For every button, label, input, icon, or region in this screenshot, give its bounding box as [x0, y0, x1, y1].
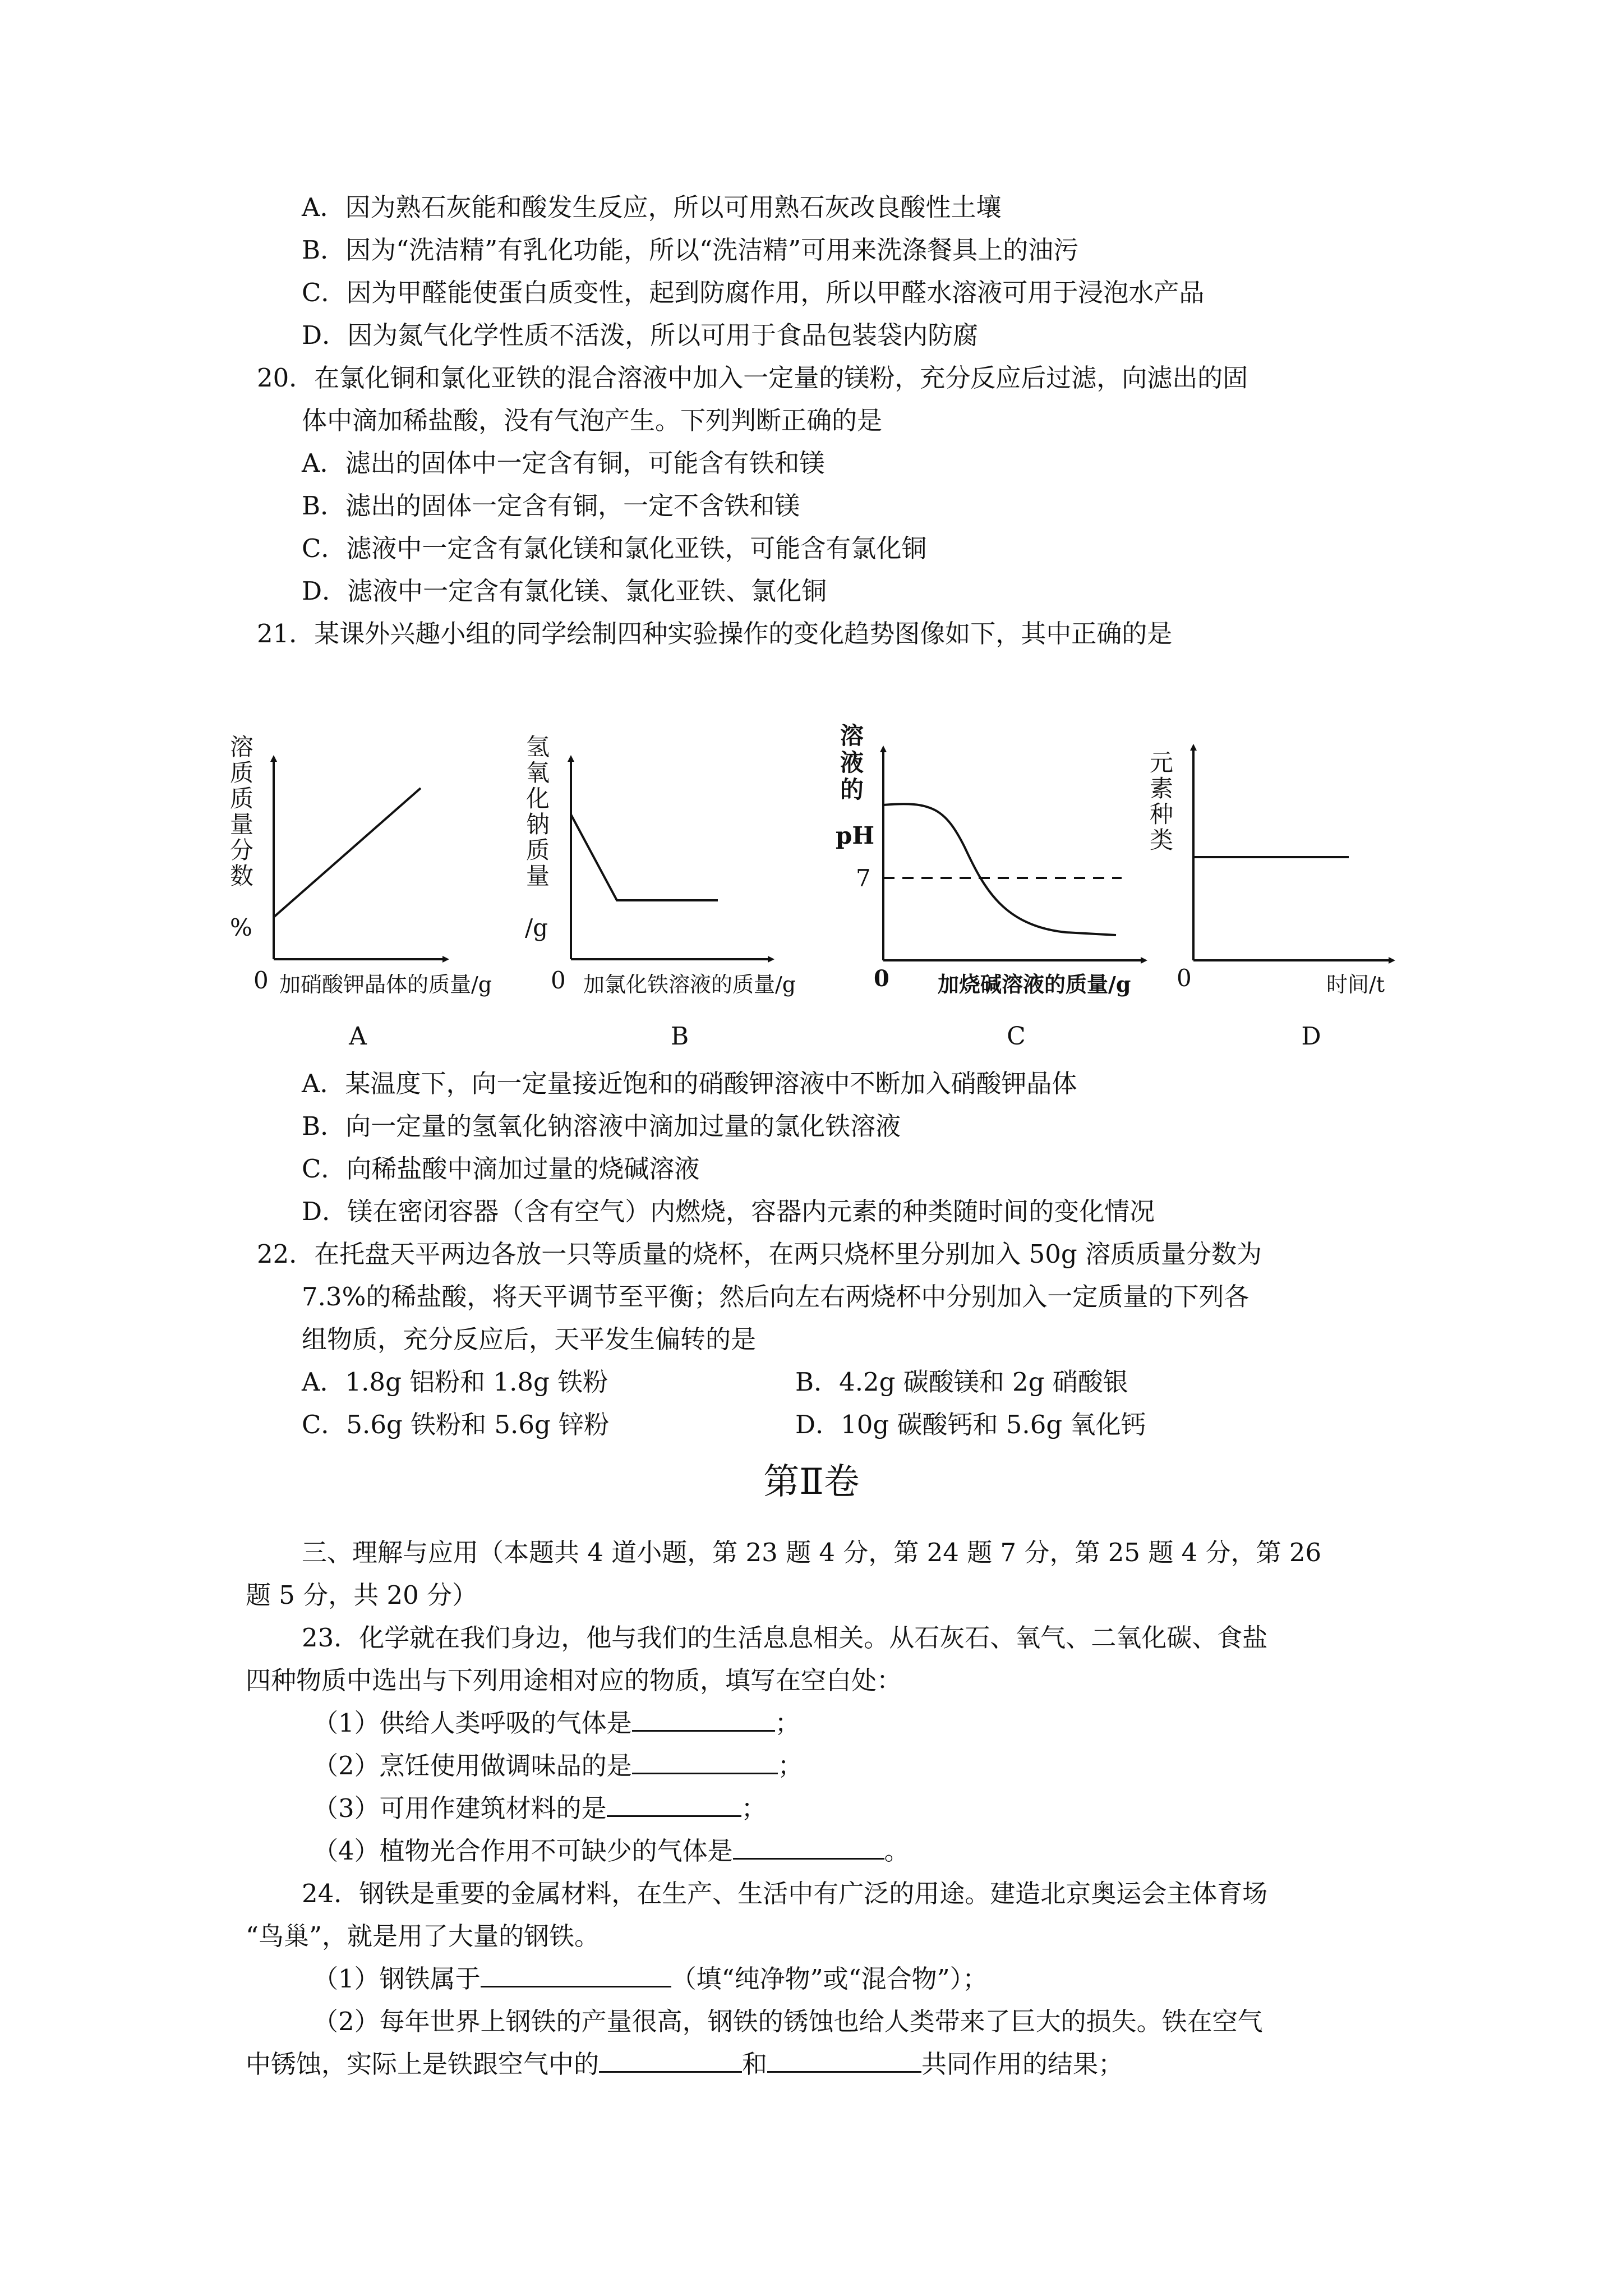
q23-item-1-text: （1）供给人类呼吸的气体是 — [313, 1708, 632, 1738]
graph-c-ylabel-4: pH — [836, 822, 875, 849]
part-two-title: 第Ⅱ卷 — [763, 1461, 860, 1503]
graph-b-curve — [571, 815, 718, 900]
graph-c-ylabel-3: 的 — [840, 776, 864, 803]
q23-item-1 — [313, 1706, 800, 1740]
graph-c-letter: C — [1007, 1022, 1026, 1051]
q21-stem: 21．某课外兴趣小组的同学绘制四种实验操作的变化趋势图像如下，其中正确的是 — [257, 619, 1173, 648]
graph-a-origin: 0 — [253, 967, 269, 994]
q21-option-b: B．向一定量的氢氧化钠溶液中滴加过量的氯化铁溶液 — [302, 1111, 901, 1141]
answer-blank[interactable] — [733, 1834, 884, 1860]
q22-option-d: D．10g 碳酸钙和 5.6g 氧化钙 — [795, 1410, 1146, 1439]
q24-item-2-line1: （2）每年世界上钢铁的产量很高，钢铁的锈蚀也给人类带来了巨大的损失。铁在空气 — [313, 2007, 1263, 2036]
q20-option-d: D．滤液中一定含有氯化镁、氯化亚铁、氯化铜 — [302, 576, 827, 606]
semicolon: ； — [774, 1708, 800, 1738]
q21-graphs — [0, 696, 1623, 1088]
section3-heading-line2: 题 5 分，共 20 分） — [246, 1580, 478, 1610]
q21-option-c: C．向稀盐酸中滴加过量的烧碱溶液 — [302, 1154, 700, 1184]
q24-item-1-hint: （填“纯净物”或“混合物”）； — [671, 1964, 988, 1994]
q22-stem-line3: 组物质，充分反应后，天平发生偏转的是 — [302, 1324, 757, 1354]
graph-b-ylabel-4: 钠 — [526, 811, 550, 838]
q21-option-a: A．某温度下，向一定量接近饱和的硝酸钾溶液中不断加入硝酸钾晶体 — [302, 1069, 1077, 1098]
q20-option-c: C．滤液中一定含有氯化镁和氯化亚铁，可能含有氯化铜 — [302, 533, 927, 563]
q24-item-2-line2 — [246, 2047, 1123, 2081]
q22-option-b: B．4.2g 碳酸镁和 2g 硝酸银 — [795, 1367, 1128, 1397]
graph-c — [836, 722, 1144, 1051]
q19-option-b: B．因为“洗洁精”有乳化功能，所以“洗洁精”可用来洗涤餐具上的油污 — [302, 235, 1079, 265]
q19-option-c: C．因为甲醛能使蛋白质变性，起到防腐作用，所以甲醛水溶液可用于浸泡水产品 — [302, 278, 1205, 307]
q24-item-1 — [313, 1962, 988, 1996]
graph-a — [230, 733, 492, 1051]
answer-blank[interactable] — [632, 1706, 775, 1732]
semicolon: ； — [777, 1751, 803, 1780]
q23-item-4-text: （4）植物光合作用不可缺少的气体是 — [313, 1836, 733, 1866]
q22-option-a: A．1.8g 铝粉和 1.8g 铁粉 — [302, 1367, 608, 1397]
graph-a-ylabel-6: 数 — [230, 862, 254, 890]
q24-stem-line1: 24．钢铁是重要的金属材料，在生产、生活中有广泛的用途。建造北京奥运会主体育场 — [302, 1879, 1268, 1908]
q23-item-2-text: （2）烹饪使用做调味品的是 — [313, 1751, 632, 1780]
graph-d-ylabel-1: 元 — [1150, 749, 1174, 776]
graph-a-curve — [274, 788, 421, 917]
graph-b-ylabel-2: 氧 — [526, 759, 550, 786]
graph-d-ylabel-3: 种 — [1150, 800, 1174, 828]
q24-item-1-text: （1）钢铁属于 — [313, 1964, 481, 1994]
graph-b — [525, 733, 796, 1051]
q23-stem-line2: 四种物质中选出与下列用途相对应的物质，填写在空白处： — [246, 1665, 902, 1695]
graph-a-xlabel: 加硝酸钾晶体的质量/g — [279, 972, 492, 997]
answer-blank[interactable] — [607, 1792, 741, 1817]
q23-stem-line1: 23．化学就在我们身边，他与我们的生活息息相关。从石灰石、氧气、二氧化碳、食盐 — [302, 1623, 1268, 1653]
q23-item-4 — [313, 1834, 910, 1868]
semicolon: ； — [741, 1793, 767, 1823]
graph-c-ylabel-2: 液 — [840, 749, 864, 776]
graph-a-ylabel-3: 质 — [230, 785, 254, 812]
graph-a-ylabel-4: 量 — [230, 811, 254, 838]
graph-a-ylabel-7: % — [230, 914, 252, 941]
answer-blank[interactable] — [632, 1749, 778, 1774]
q23-item-3-text: （3）可用作建筑材料的是 — [313, 1793, 607, 1823]
graph-c-ref-label: 7 — [856, 864, 871, 892]
answer-blank[interactable] — [599, 2047, 742, 2073]
q24-item-2-tail: 共同作用的结果； — [921, 2049, 1124, 2079]
graph-d-ylabel-4: 类 — [1150, 826, 1174, 854]
graph-a-ylabel-1: 溶 — [230, 733, 254, 761]
graph-b-xlabel: 加氯化铁溶液的质量/g — [583, 972, 796, 997]
graph-d-ylabel-2: 素 — [1150, 775, 1174, 802]
graph-d-xlabel: 时间/t — [1326, 972, 1385, 997]
section3-heading-line1: 三、理解与应用（本题共 4 道小题，第 23 题 4 分，第 24 题 7 分，第 25 题 4 分，第 26 — [302, 1538, 1322, 1567]
q24-item-2-and: 和 — [742, 2049, 768, 2079]
q20-option-b: B．滤出的固体一定含有铜，一定不含铁和镁 — [302, 491, 800, 521]
graph-d — [1150, 747, 1392, 1051]
q22-stem-line2: 7.3%的稀盐酸，将天平调节至平衡；然后向左右两烧杯中分别加入一定质量的下列各 — [302, 1282, 1249, 1312]
q21-option-d: D．镁在密闭容器（含有空气）内燃烧，容器内元素的种类随时间的变化情况 — [302, 1197, 1155, 1226]
graph-b-ylabel-5: 质 — [526, 836, 550, 864]
graph-c-curve — [883, 804, 1116, 935]
q22-option-c: C．5.6g 铁粉和 5.6g 锌粉 — [302, 1410, 610, 1439]
graph-d-origin: 0 — [1177, 964, 1192, 992]
graph-c-origin: 0 — [874, 965, 889, 992]
q20-stem-line1: 20．在氯化铜和氯化亚铁的混合溶液中加入一定量的镁粉，充分反应后过滤，向滤出的固 — [257, 363, 1248, 393]
q23-item-2 — [313, 1749, 803, 1783]
q22-stem-line1: 22．在托盘天平两边各放一只等质量的烧杯，在两只烧杯里分别加入 50g 溶质质量分数为 — [257, 1239, 1262, 1269]
q23-item-3 — [313, 1792, 767, 1825]
graph-b-ylabel-3: 化 — [526, 785, 550, 812]
graph-d-letter: D — [1301, 1022, 1321, 1051]
graph-b-origin: 0 — [551, 967, 566, 994]
graph-c-xlabel: 加烧碱溶液的质量/g — [938, 972, 1131, 997]
answer-blank[interactable] — [767, 2047, 921, 2073]
period: 。 — [884, 1836, 910, 1866]
graph-b-letter: B — [670, 1022, 689, 1051]
q24-stem-line2: “鸟巢”，就是用了大量的钢铁。 — [246, 1921, 600, 1951]
q19-option-a: A．因为熟石灰能和酸发生反应，所以可用熟石灰改良酸性土壤 — [302, 192, 1002, 222]
graph-a-ylabel-5: 分 — [230, 836, 254, 864]
graph-c-ylabel-1: 溶 — [840, 722, 864, 749]
graph-a-letter: A — [349, 1022, 367, 1051]
graph-b-ylabel-7: /g — [525, 914, 548, 941]
answer-blank[interactable] — [481, 1962, 671, 1987]
graph-a-ylabel-2: 质 — [230, 759, 254, 786]
q19-option-d: D．因为氮气化学性质不活泼，所以可用于食品包装袋内防腐 — [302, 320, 979, 350]
graph-b-ylabel-6: 量 — [526, 862, 550, 890]
graph-b-ylabel-1: 氢 — [526, 733, 550, 761]
q20-stem-line2: 体中滴加稀盐酸，没有气泡产生。下列判断正确的是 — [302, 406, 883, 435]
q24-item-2-text: 中锈蚀，实际上是铁跟空气中的 — [246, 2049, 600, 2079]
q20-option-a: A．滤出的固体中一定含有铜，可能含有铁和镁 — [302, 448, 825, 478]
